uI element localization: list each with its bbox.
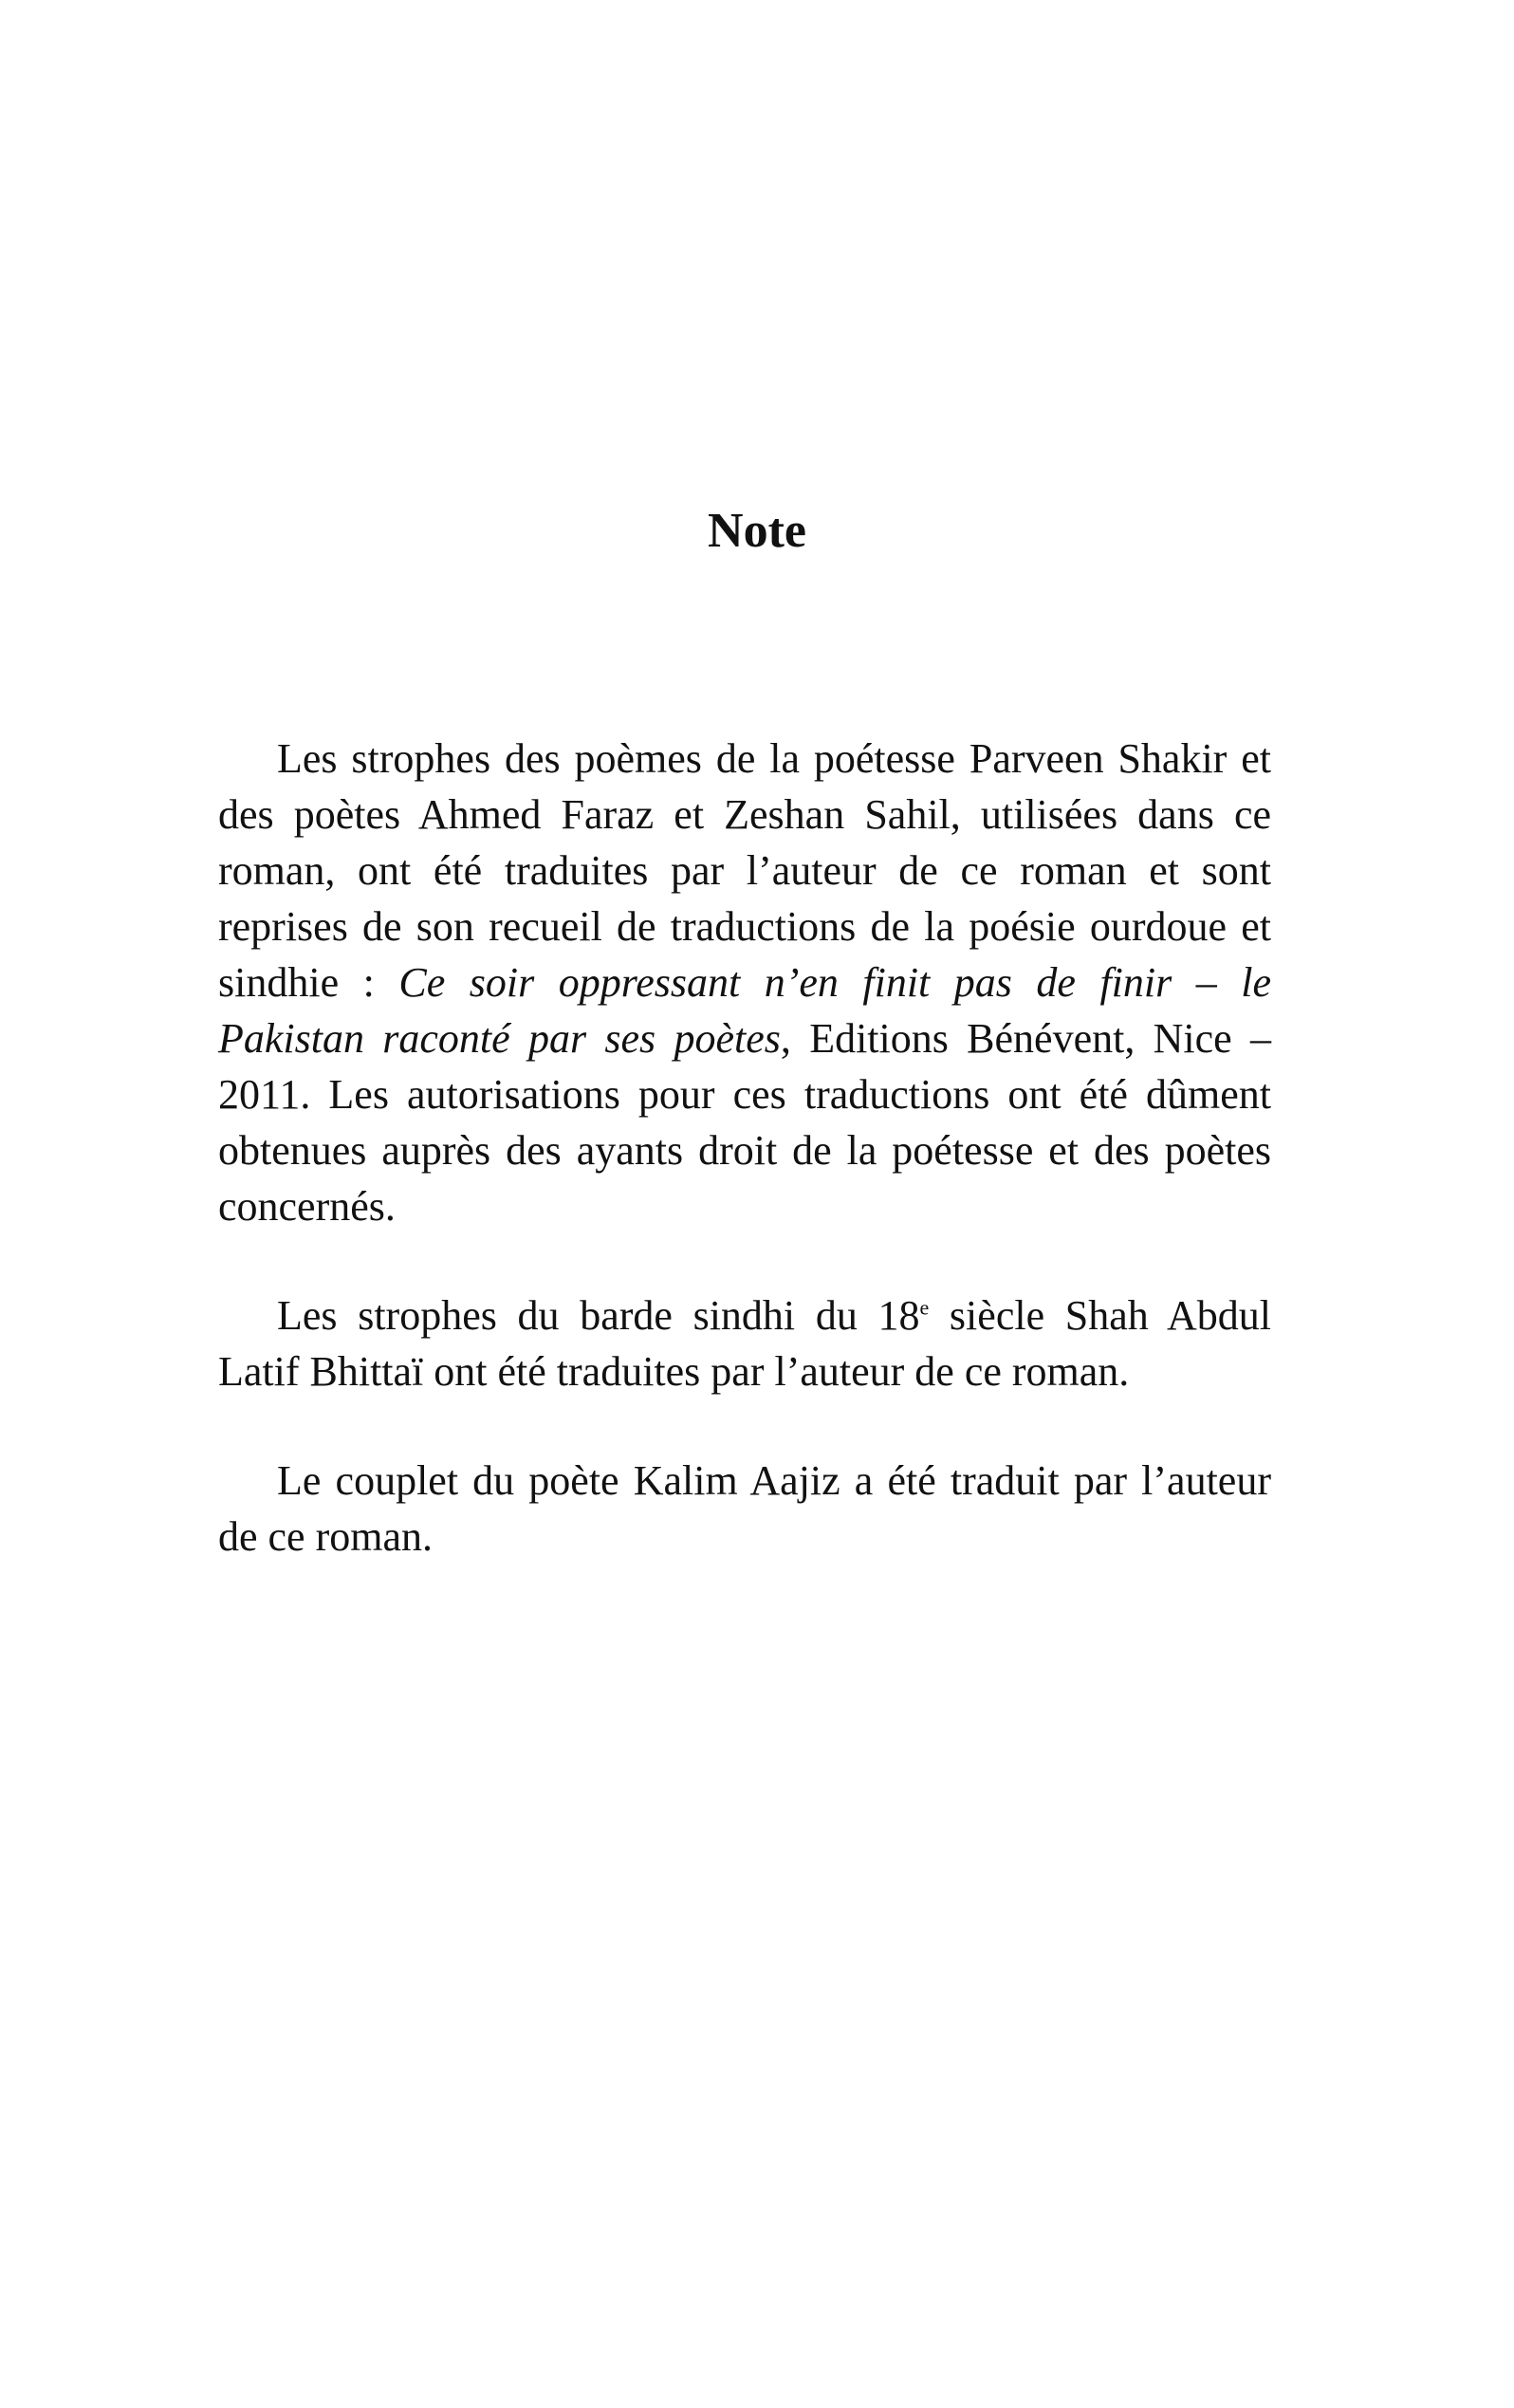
paragraph-translations-source [218, 731, 1271, 1234]
page-title: Note [708, 504, 806, 558]
paragraph-text: Les strophes du barde sindhi du 18 [277, 1292, 920, 1339]
paragraph-aajiz [218, 1453, 1271, 1565]
paragraph-text: Les strophes des poèmes de la poétesse Parveen Shakir et des poètes Ahmed Faraz et Zeshan Sahil, utilisées dans ce roman, ont été traduites par l’auteur de ce roman et sont reprises de son recueil de traductions de la poésie ourdoue et sindhie : [218, 735, 1271, 1006]
century-superscript: e [919, 1295, 930, 1320]
book-title: Ce soir oppressant n’en finit pas de finir – le Pakistan raconté par ses poètes [218, 959, 1272, 1062]
paragraph-text: , Editions Bénévent, Nice – 2011. Les autorisations pour ces traductions ont été dûment obtenues auprès des ayants droit de la poétesse et des poètes concernés. [218, 1015, 1271, 1230]
paragraph-bhittai [218, 1287, 1271, 1399]
paragraph-text: siècle Shah Abdul Latif Bhittaï ont été traduites par l’auteur de ce roman. [218, 1292, 1272, 1395]
note-body [218, 731, 1271, 1618]
paragraph-text: Le couplet du poète Kalim Aajiz a été traduit par l’auteur de ce roman. [218, 1457, 1271, 1560]
